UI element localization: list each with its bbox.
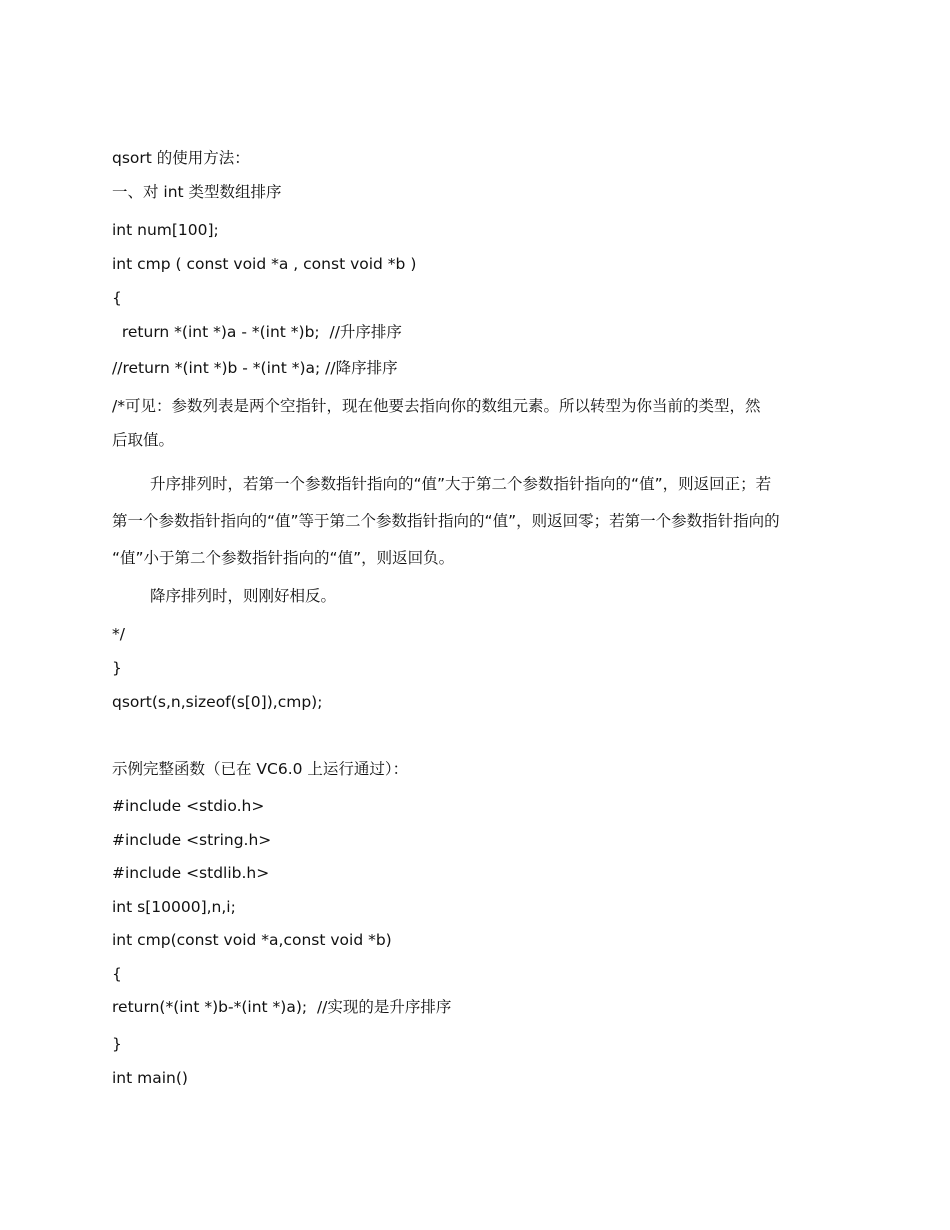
code-line: { xyxy=(112,289,122,307)
code-line: //return *(int *)b - *(int *)a; //降序排序 xyxy=(112,359,398,377)
code-line: return *(int *)a - *(int *)b; //升序排序 xyxy=(112,323,402,341)
code-line: #include <stdio.h> xyxy=(112,797,265,815)
code-line: #include <string.h> xyxy=(112,831,272,849)
paragraph-line: “值”小于第二个参数指针指向的“值”，则返回负。 xyxy=(112,549,455,567)
code-line: #include <stdlib.h> xyxy=(112,864,270,882)
code-line: int s[10000],n,i; xyxy=(112,898,236,916)
comment-line: /*可见：参数列表是两个空指针，现在他要去指向你的数组元素。所以转型为你当前的类型，然 xyxy=(112,397,761,415)
document-heading: qsort 的使用方法： xyxy=(112,149,250,167)
code-line: int cmp(const void *a,const void *b) xyxy=(112,931,392,949)
paragraph-line: 升序排列时，若第一个参数指针指向的“值”大于第二个参数指针指向的“值”，则返回正；若 xyxy=(150,475,772,493)
code-line: } xyxy=(112,1035,122,1053)
paragraph-line: 降序排列时，则刚好相反。 xyxy=(150,587,337,605)
qsort-call: qsort(s,n,sizeof(s[0]),cmp); xyxy=(112,693,323,711)
comment-line: 后取值。 xyxy=(112,431,175,449)
section-title-int-sort: 一、对 int 类型数组排序 xyxy=(112,183,282,201)
code-line: int main() xyxy=(112,1069,188,1087)
code-line: int cmp ( const void *a , const void *b ) xyxy=(112,255,417,273)
close-brace: } xyxy=(112,659,122,677)
code-line: int num[100]; xyxy=(112,221,219,239)
code-line: { xyxy=(112,965,122,983)
paragraph-line: 第一个参数指针指向的“值”等于第二个参数指针指向的“值”，则返回零；若第一个参数指针指向的 xyxy=(112,512,780,530)
section-title-example: 示例完整函数（已在 VC6.0 上运行通过）： xyxy=(112,760,409,778)
comment-end: */ xyxy=(112,625,125,643)
code-line: return(*(int *)b-*(int *)a); //实现的是升序排序 xyxy=(112,998,452,1016)
